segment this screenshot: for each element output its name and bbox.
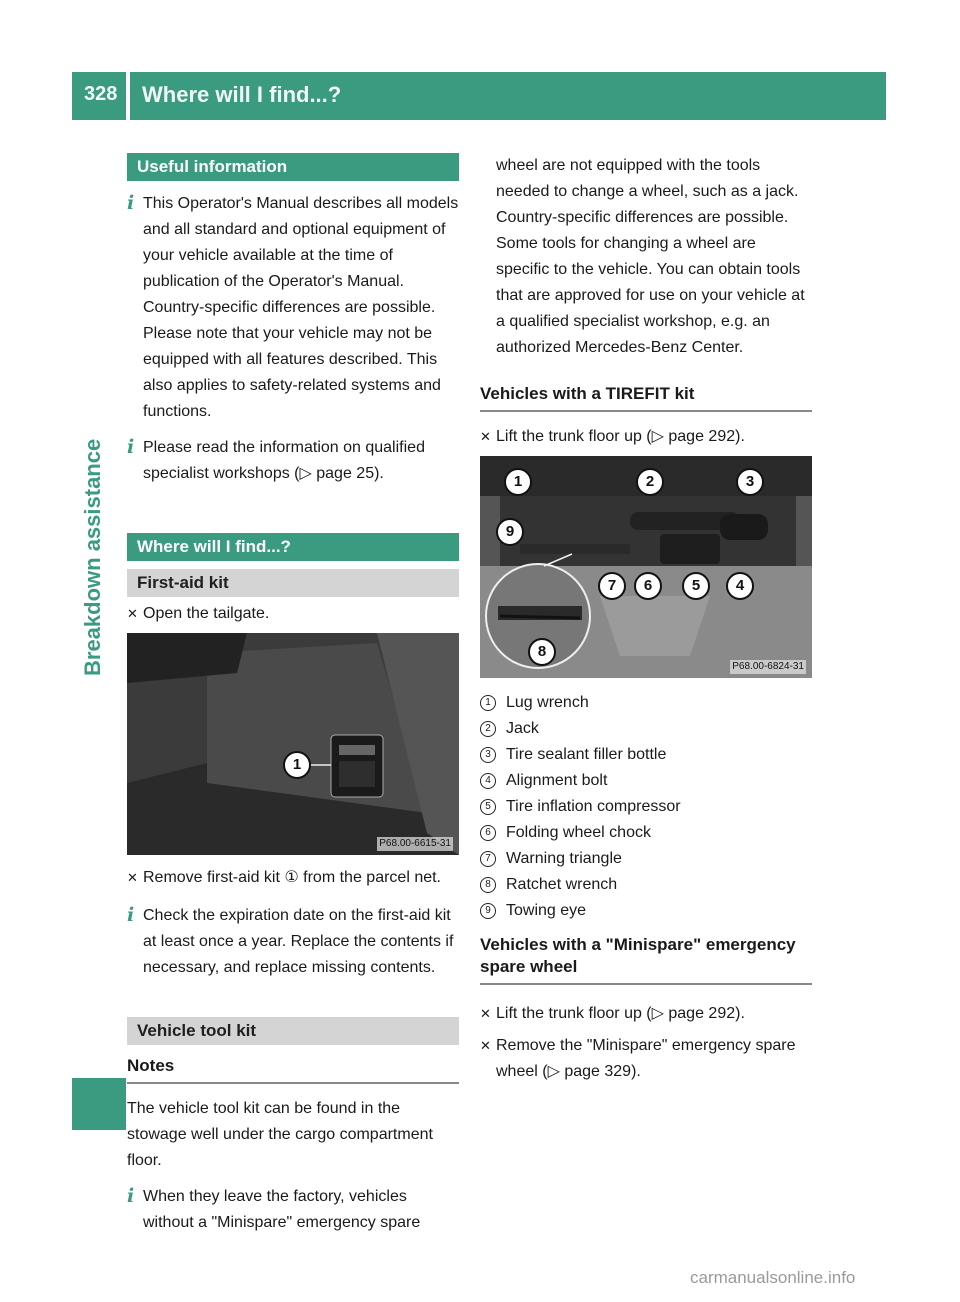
chapter-tab: [72, 120, 126, 760]
step-text: Lift the trunk floor up (▷ page 292).: [496, 428, 745, 445]
right-column: [480, 153, 812, 1091]
info-text: When they leave the factory, vehicles without a "Minispare" emergency spare: [143, 1188, 421, 1231]
notes-heading: Notes: [127, 1055, 459, 1084]
legend-label: Tire sealant filler bottle: [506, 746, 667, 763]
legend-number: 6: [480, 825, 496, 841]
info-note: [127, 191, 459, 425]
info-text: This Operator's Manual describes all models and all standard and optional equipment of your vehicle available at the time of publication of the Operator's Manual. Country-specific differences are possible. Please note that your vehicle may not be equipped with all features described. This also applies to safety-related systems and functions.: [143, 195, 459, 420]
tool-kit-photo: [480, 456, 812, 678]
first-aid-photo: [127, 633, 459, 855]
info-text: Please read the information on qualified specialist workshops (▷ page 25).: [143, 439, 425, 482]
tirefit-heading: Vehicles with a TIREFIT kit: [480, 383, 812, 412]
info-icon: i: [127, 904, 135, 926]
step-lift-floor: [480, 1001, 812, 1027]
step-text: Remove the "Minispare" emergency spare wheel (▷ page 329).: [496, 1037, 796, 1080]
left-column: [127, 153, 459, 1246]
legend-number: 5: [480, 799, 496, 815]
legend-item: [480, 742, 812, 768]
step-text: Remove first-aid kit ① from the parcel net.: [143, 869, 441, 886]
legend-item: [480, 872, 812, 898]
callout-1: 1: [504, 468, 532, 496]
legend-item: [480, 716, 812, 742]
callout-3: 3: [736, 468, 764, 496]
legend-number: 9: [480, 903, 496, 919]
info-note: [127, 1184, 459, 1236]
callout-2: 2: [636, 468, 664, 496]
legend-label: Tire inflation compressor: [506, 798, 681, 815]
info-icon: i: [127, 1185, 135, 1207]
legend-item: [480, 898, 812, 924]
step-text: Lift the trunk floor up (▷ page 292).: [496, 1005, 745, 1022]
chapter-marker: [72, 1078, 126, 1130]
continued-text: wheel are not equipped with the tools needed to change a wheel, such as a jack. Country-specific differences are possible. Some tools for changing a wheel are specific to the vehicle. You can obtain tools that are approved for use on your vehicle at a qualified specialist workshop, e.g. an authorized Mercedes-Benz Center.: [496, 157, 805, 356]
where-heading: Where will I find...?: [127, 533, 459, 561]
step-open-tailgate: [127, 601, 459, 627]
step-remove-kit: [127, 865, 459, 891]
step-arrow-icon: ✕: [127, 606, 138, 621]
callout-first-aid: 1: [283, 751, 311, 779]
legend-number: 2: [480, 721, 496, 737]
legend-label: Alignment bolt: [506, 772, 608, 789]
legend-item: [480, 820, 812, 846]
legend-number: 1: [480, 695, 496, 711]
legend-number: 3: [480, 747, 496, 763]
site-watermark: carmanualsonline.info: [690, 1268, 856, 1287]
image-code: P68.00-6615-31: [379, 838, 451, 849]
legend-label: Jack: [506, 720, 539, 737]
callout-7: 7: [598, 572, 626, 600]
step-remove-spare: [480, 1033, 812, 1085]
step-arrow-icon: ✕: [480, 429, 491, 444]
step-arrow-icon: ✕: [127, 870, 138, 885]
chapter-tab-label: Breakdown assistance: [80, 438, 105, 676]
info-icon: i: [127, 436, 135, 458]
trunk-illustration: [127, 633, 459, 855]
minispare-heading: Vehicles with a "Minispare" emergency spare wheel: [480, 934, 812, 985]
legend-item: [480, 768, 812, 794]
step-arrow-icon: ✕: [480, 1006, 491, 1021]
callout-8: 8: [528, 638, 556, 666]
legend-label: Folding wheel chock: [506, 824, 651, 841]
legend-item: [480, 846, 812, 872]
callout-4: 4: [726, 572, 754, 600]
header-divider: [126, 72, 130, 120]
legend-label: Ratchet wrench: [506, 876, 618, 893]
info-text: Check the expiration date on the first-aid kit at least once a year. Replace the contents if necessary, and replace missing contents.: [143, 907, 454, 976]
legend-label: Lug wrench: [506, 694, 589, 711]
page-number: 328: [84, 83, 118, 105]
callout-9: 9: [496, 518, 524, 546]
tool-kit-heading: Vehicle tool kit: [127, 1017, 459, 1045]
legend-number: 8: [480, 877, 496, 893]
step-arrow-icon: ✕: [480, 1038, 491, 1053]
legend-item: [480, 794, 812, 820]
page-header: [72, 72, 886, 120]
legend-item: [480, 690, 812, 716]
legend-number: 4: [480, 773, 496, 789]
legend-label: Towing eye: [506, 902, 587, 919]
step-lift-floor: [480, 424, 812, 450]
step-text: Open the tailgate.: [143, 605, 270, 622]
info-icon: i: [127, 192, 135, 214]
info-note: [127, 435, 459, 487]
callout-5: 5: [682, 572, 710, 600]
page-title: Where will I find...?: [142, 82, 342, 107]
useful-info-heading: Useful information: [127, 153, 459, 181]
legend-number: 7: [480, 851, 496, 867]
info-note: [127, 903, 459, 981]
callout-6: 6: [634, 572, 662, 600]
image-code: P68.00-6824-31: [732, 661, 804, 672]
notes-text: The vehicle tool kit can be found in the stowage well under the cargo compartment floor.: [127, 1100, 433, 1169]
first-aid-heading: First-aid kit: [127, 569, 459, 597]
legend-label: Warning triangle: [506, 850, 622, 867]
